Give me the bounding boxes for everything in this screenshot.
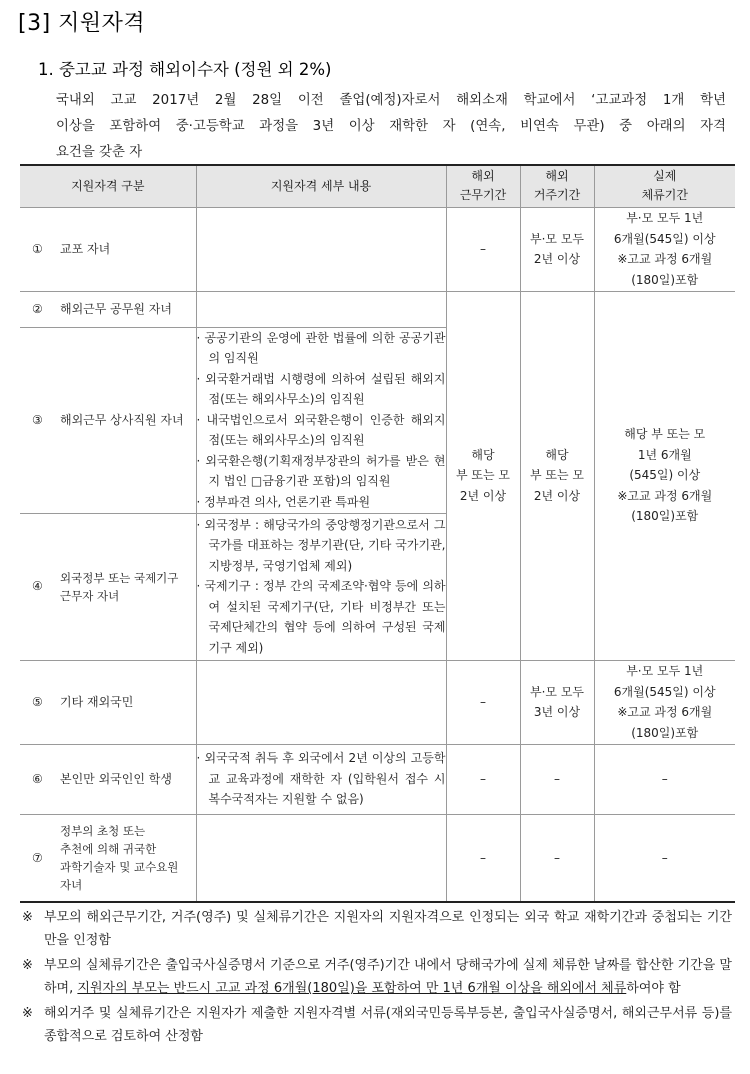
cell-line: 부·모 모두: [530, 684, 584, 699]
cell-line: ※고교 과정 6개월: [617, 488, 713, 503]
header-residence-period: [520, 165, 594, 207]
category-label: 교포 자녀: [60, 241, 111, 256]
header-line: 실제: [653, 169, 677, 184]
cell-line: 해당: [471, 447, 495, 462]
detail-cell: [196, 744, 446, 814]
detail-cell: [196, 327, 446, 513]
cell-line: (180일)포함: [631, 272, 699, 287]
note-underlined-text: 지원자의 부모는 반드시 고교 과정 6개월(180일)을 포함하여 만 1년 6개월 이상을 해외에서 체류: [77, 981, 627, 996]
category-label: 본인만 외국인인 학생: [60, 771, 172, 786]
work-period-cell: –: [446, 207, 520, 291]
residence-period-cell: [520, 207, 594, 291]
intro-line: 요건을 갖춘 자: [56, 145, 143, 160]
cell-line: 6개월(545일) 이상: [613, 684, 716, 699]
detail-cell: [196, 291, 446, 327]
header-work-period: [446, 165, 520, 207]
category-cell: [20, 327, 196, 513]
detail-item: · 외국환은행(기획재정부장관의 허가를 받은 현지 법인 □금융기관 포함)의 임직원: [196, 453, 446, 489]
note-item: [22, 954, 732, 1000]
section-title: [3] 지원자격: [18, 11, 146, 36]
table-row: [20, 744, 735, 814]
note-text: 해외거주 및 실체류기간은 지원자가 제출한 지원자격별 서류(재외국민등록부등본, 출입국사실증명서, 해외근무서류 등)를 종합적으로 검토하여 산정함: [44, 1006, 732, 1044]
table-row: [20, 207, 735, 291]
note-text: 부모의 해외근무기간, 거주(영주) 및 실체류기간은 지원자의 지원자격으로 인정되는 외국 학교 재학기간과 중첩되는 기간만을 인정함: [44, 910, 732, 948]
header-line: 근무기간: [459, 188, 507, 203]
work-period-cell: –: [446, 744, 520, 814]
stay-period-cell: [594, 207, 735, 291]
work-period-cell: –: [446, 814, 520, 902]
residence-period-cell: –: [520, 744, 594, 814]
row-number: ①: [32, 241, 43, 256]
detail-cell: [196, 207, 446, 291]
cell-line: 부·모 모두: [530, 231, 584, 246]
residence-period-cell: [520, 660, 594, 744]
label-line: 외국정부 또는 국제기구: [60, 570, 179, 585]
detail-item: · 공공기관의 운영에 관한 법률에 의한 공공기관의 임직원: [196, 330, 446, 366]
note-text: [44, 954, 732, 1000]
row-number: ④: [32, 579, 43, 594]
detail-item: · 외국정부 : 해당국가의 중앙행정기관으로서 그 국가를 대표하는 정부기관(단, 기타 국가기관, 지방정부, 국영기업체 제외): [196, 517, 446, 573]
category-label: 기타 재외국민: [60, 694, 134, 709]
label-line: 근무자 자녀: [60, 588, 120, 603]
row-number: ⑥: [32, 771, 43, 786]
detail-item: · 국제기구 : 정부 간의 국제조약·협약 등에 의하여 설치된 국제기구(단, 기타 비정부간 또는 국제단체간의 협약 등에 의하여 구성된 국제기구 제외): [196, 579, 446, 655]
detail-cell: [196, 513, 446, 660]
detail-cell: [196, 814, 446, 902]
detail-item: · 내국법인으로서 외국환은행이 인증한 해외지점(또는 해외사무소)의 임직원: [196, 412, 446, 448]
stay-period-cell: [594, 660, 735, 744]
cell-line: 6개월(545일) 이상: [613, 231, 716, 246]
category-label: 해외근무 상사직원 자녀: [60, 412, 184, 427]
category-cell: [20, 744, 196, 814]
category-cell: [20, 291, 196, 327]
category-cell: [20, 513, 196, 660]
cell-line: 2년 이상: [533, 252, 581, 266]
header-line: 거주기간: [533, 188, 581, 203]
note-mark: ※: [22, 958, 33, 973]
intro-line: 이상을 포함하여 중·고등학교 과정을 3년 이상 재학한 자 (연속, 비연속 무관) 중 아래의 자격: [56, 119, 726, 134]
label-line: 정부의 초청 또는: [60, 823, 146, 838]
stay-period-cell: [594, 291, 735, 660]
work-period-cell: [446, 291, 520, 660]
cell-line: (545일) 이상: [629, 468, 701, 483]
stay-period-cell: –: [594, 744, 735, 814]
label-line: 과학기술자 및 교수요원: [60, 859, 179, 874]
cell-line: 부 또는 모: [456, 468, 510, 483]
header-line: 체류기간: [641, 188, 688, 203]
residence-period-cell: [520, 291, 594, 660]
header-detail: 지원자격 세부 내용: [196, 165, 446, 207]
cell-line: (180일)포함: [631, 725, 699, 740]
label-line: 자녀: [60, 877, 83, 892]
category-label: 해외근무 공무원 자녀: [60, 301, 172, 316]
cell-line: 부·모 모두 1년: [626, 211, 704, 225]
work-period-cell: –: [446, 660, 520, 744]
cell-line: 부·모 모두 1년: [626, 664, 704, 678]
stay-period-cell: –: [594, 814, 735, 902]
header-line: 해외: [545, 169, 569, 184]
cell-line: 해당 부 또는 모: [624, 427, 706, 442]
notes-section: [22, 906, 732, 1050]
category-cell: [20, 814, 196, 902]
category-label: [60, 569, 196, 605]
note-item: [22, 1002, 732, 1048]
qualification-table: [20, 164, 735, 903]
note-mark: ※: [22, 1006, 33, 1021]
cell-line: 2년 이상: [459, 488, 507, 503]
category-cell: [20, 660, 196, 744]
cell-line: 3년 이상: [533, 705, 581, 719]
row-number: ③: [32, 412, 43, 427]
table-row: [20, 814, 735, 902]
table-row: [20, 291, 735, 327]
cell-line: 부 또는 모: [530, 468, 584, 483]
header-category: 지원자격 구분: [20, 165, 196, 207]
detail-item: · 외국환거래법 시행령에 의하여 설립된 해외지점(또는 해외사무소)의 임직원: [196, 371, 446, 407]
detail-item: · 정부파견 의사, 언론기관 특파원: [196, 494, 371, 509]
cell-line: 2년 이상: [533, 488, 581, 503]
detail-item: · 외국국적 취득 후 외국에서 2년 이상의 고등학교 교육과정에 재학한 자 (입학원서 접수 시 복수국적자는 지원할 수 없음): [196, 751, 446, 807]
row-number: ⑦: [32, 850, 43, 865]
intro-paragraph: [56, 88, 726, 166]
cell-line: ※고교 과정 6개월: [617, 705, 713, 719]
detail-cell: [196, 660, 446, 744]
cell-line: 1년 6개월: [637, 447, 692, 462]
cell-line: (180일)포함: [631, 509, 699, 524]
note-text-part: 하여야 함: [626, 981, 681, 996]
label-line: 추천에 의해 귀국한: [60, 841, 157, 856]
intro-line: 국내외 고교 2017년 2월 28일 이전 졸업(예정)자로서 해외소재 학교에서 ‘고교과정 1개 학년: [56, 93, 726, 108]
sub-title: 1. 중고교 과정 해외이수자 (정원 외 2%): [38, 60, 332, 79]
note-text-part: 부모의 실체류기간은 출입국사실증명서 기준으로 거주(영주)기간 내에서 당해국가에 실제 체류한 날짜를 합산한 기간을 말하며,: [44, 958, 732, 996]
category-cell: [20, 207, 196, 291]
header-stay-period: [594, 165, 735, 207]
row-number: ②: [32, 301, 43, 316]
category-label: [60, 822, 196, 894]
note-item: [22, 906, 732, 952]
row-number: ⑤: [32, 694, 43, 709]
cell-line: ※고교 과정 6개월: [617, 252, 713, 266]
header-line: 해외: [471, 169, 495, 184]
table-row: [20, 660, 735, 744]
cell-line: 해당: [545, 447, 569, 462]
residence-period-cell: –: [520, 814, 594, 902]
note-mark: ※: [22, 910, 33, 925]
